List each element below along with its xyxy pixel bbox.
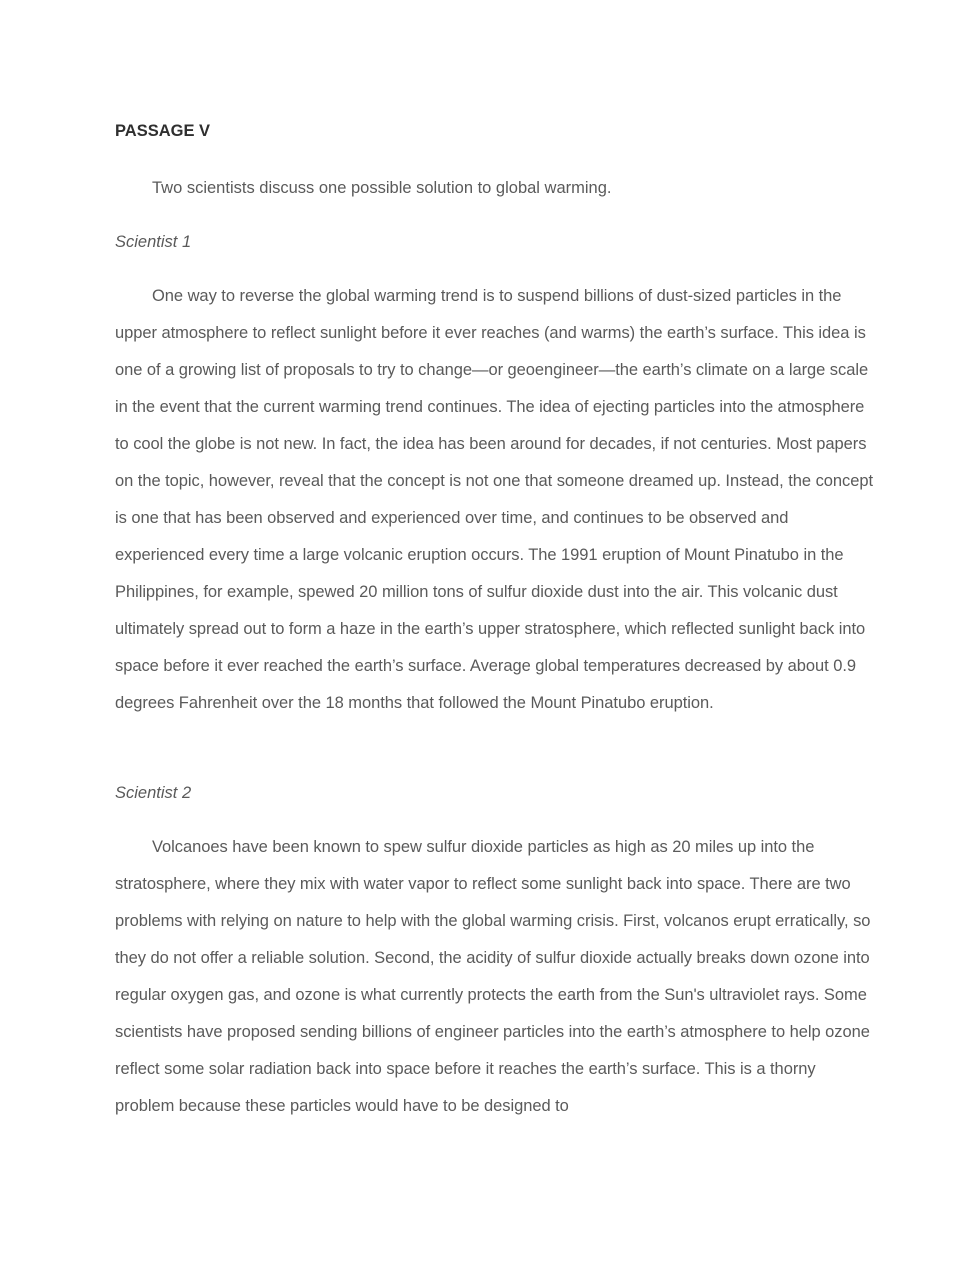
scientist-1-heading: Scientist 1 xyxy=(115,233,192,251)
scientist-2-paragraph: Volcanoes have been known to spew sulfur dioxide particles as high as 20 miles up into the stratosphere, where they mix with water vapor to reflect some sunlight back into space. There are two problems with relying on nature to help with the global warming crisis. First, volcanos erupt erratically, so they do not offer a reliable solution. Second, the acidity of sulfur dioxide actually breaks down ozone into regular oxygen gas, and ozone is what currently protects the earth from the Sun's ultraviolet rays. Some scientists have proposed sending billions of engineer particles into the earth’s atmosphere to help ozone reflect some solar radiation back into space before it reaches the earth’s surface. This is a thorny problem because these particles would have to be designed to xyxy=(115,838,871,1115)
passage-title: PASSAGE V xyxy=(115,122,211,140)
scientist-1-paragraph: One way to reverse the global warming trend is to suspend billions of dust-sized particles in the upper atmosphere to reflect sunlight before it ever reaches (and warms) the earth’s surface. This idea is one of a growing list of proposals to try to change—or geoengineer—the earth’s climate on a large scale in the event that the current warming trend continues. The idea of ejecting particles into the atmosphere to cool the globe is not new. In fact, the idea has been around for decades, if not centuries. Most papers on the topic, however, reveal that the concept is not one that someone dreamed up. Instead, the concept is one that has been observed and experienced over time, and continues to be observed and experienced every time a large volcanic eruption occurs. The 1991 eruption of Mount Pinatubo in the Philippines, for example, spewed 20 million tons of sulfur dioxide dust into the air. This volcanic dust ultimately spread out to form a haze in the earth’s upper stratosphere, which reflected sunlight back into space before it ever reached the earth’s surface. Average global temperatures decreased by about 0.9 degrees Fahrenheit over the 18 months that followed the Mount Pinatubo eruption. xyxy=(115,287,874,712)
passage-intro: Two scientists discuss one possible solution to global warming. xyxy=(152,179,612,197)
scientist-2-heading: Scientist 2 xyxy=(115,784,192,802)
